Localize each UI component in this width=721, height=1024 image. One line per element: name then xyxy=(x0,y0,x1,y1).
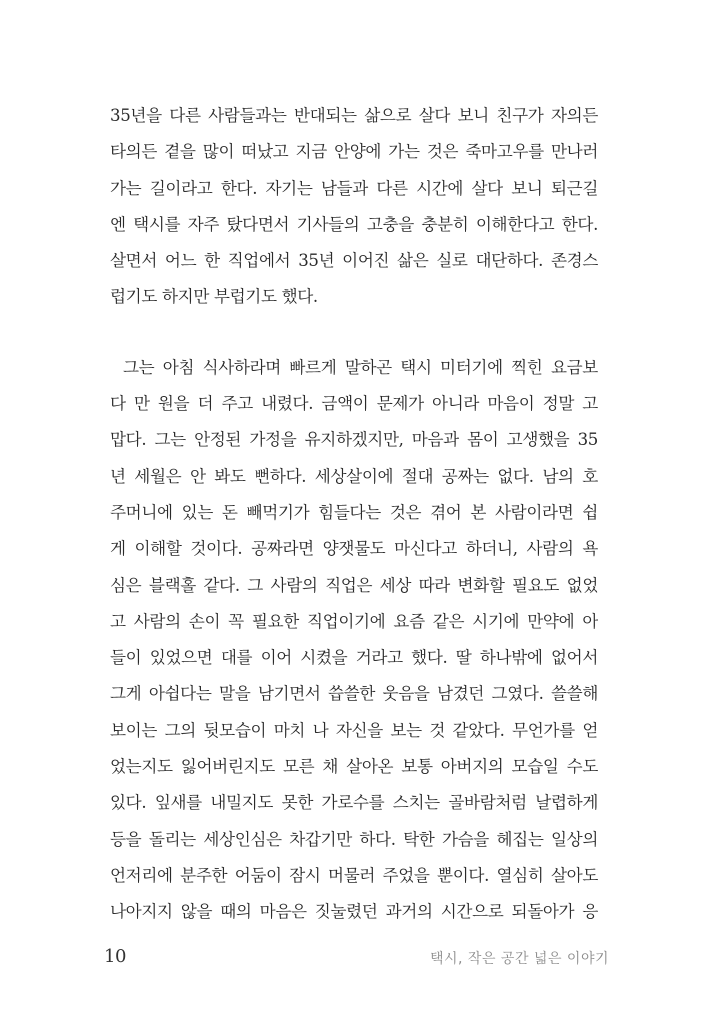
text-line: 들이 있었으면 대를 이어 시켰을 거라고 했다. 딸 하나밖에 없어서 xyxy=(110,648,598,668)
text-line: 보이는 그의 뒷모습이 마치 나 자신을 보는 것 같았다. 무언가를 얻 xyxy=(110,720,598,740)
text-line: 그는 아침 식사하라며 빠르게 말하곤 택시 미터기에 찍힌 요금보 xyxy=(123,357,598,377)
paragraph-gap xyxy=(110,316,598,350)
text-line: 주머니에 있는 돈 빼먹기가 힘들다는 것은 겪어 본 사람이라면 쉽 xyxy=(110,502,598,522)
body-text xyxy=(110,98,598,931)
paragraph-2 xyxy=(110,350,598,931)
text-line: 심은 블랙홀 같다. 그 사람의 직업은 세상 따라 변화할 필요도 없었 xyxy=(110,575,598,595)
text-line: 살면서 어느 한 직업에서 35년 이어진 삶은 실로 대단하다. 존경스 xyxy=(110,251,598,271)
text-line: 고 사람의 손이 꼭 필요한 직업이기에 요즘 같은 시기에 만약에 아 xyxy=(110,611,598,631)
text-line: 년 세월은 안 봐도 뻔하다. 세상살이에 절대 공짜는 없다. 남의 호 xyxy=(110,466,598,486)
page-number: 10 xyxy=(104,946,126,967)
text-line: 있다. 잎새를 내밀지도 못한 가로수를 스치는 골바람처럼 날렵하게 xyxy=(110,793,598,813)
text-line: 다 만 원을 더 주고 내렸다. 금액이 문제가 아니라 마음이 정말 고 xyxy=(110,394,598,414)
paragraph-1 xyxy=(110,98,598,316)
text-line: 럽기도 하지만 부럽기도 했다. xyxy=(110,287,318,307)
text-line: 언저리에 분주한 어둠이 잠시 머물러 주었을 뿐이다. 열심히 살아도 xyxy=(110,865,598,885)
text-line: 35년을 다른 사람들과는 반대되는 삶으로 살다 보니 친구가 자의든 xyxy=(110,106,598,125)
text-line: 등을 돌리는 세상인심은 차갑기만 하다. 탁한 가슴을 헤집는 일상의 xyxy=(110,829,598,849)
running-title: 택시, 작은 공간 넓은 이야기 xyxy=(429,951,609,967)
text-line: 맙다. 그는 안정된 가정을 유지하겠지만, 마음과 몸이 고생했을 35 xyxy=(110,430,598,450)
text-line: 엔 택시를 자주 탔다면서 기사들의 고충을 충분히 이해한다고 한다. xyxy=(110,214,598,234)
text-line: 그게 아쉽다는 말을 남기면서 씁쓸한 웃음을 남겼던 그였다. 쓸쓸해 xyxy=(110,684,598,704)
text-line: 타의든 곁을 많이 떠났고 지금 안양에 가는 것은 죽마고우를 만나러 xyxy=(110,142,598,162)
text-line: 가는 길이라고 한다. 자기는 남들과 다른 시간에 살다 보니 퇴근길 xyxy=(110,178,598,198)
text-line: 나아지지 않을 때의 마음은 짓눌렸던 과거의 시간으로 되돌아가 응 xyxy=(110,902,598,922)
text-line: 었는지도 잃어버린지도 모른 채 살아온 보통 아버지의 모습일 수도 xyxy=(110,757,598,777)
text-line: 게 이해할 것이다. 공짜라면 양잿물도 마신다고 하더니, 사람의 욕 xyxy=(110,539,598,559)
